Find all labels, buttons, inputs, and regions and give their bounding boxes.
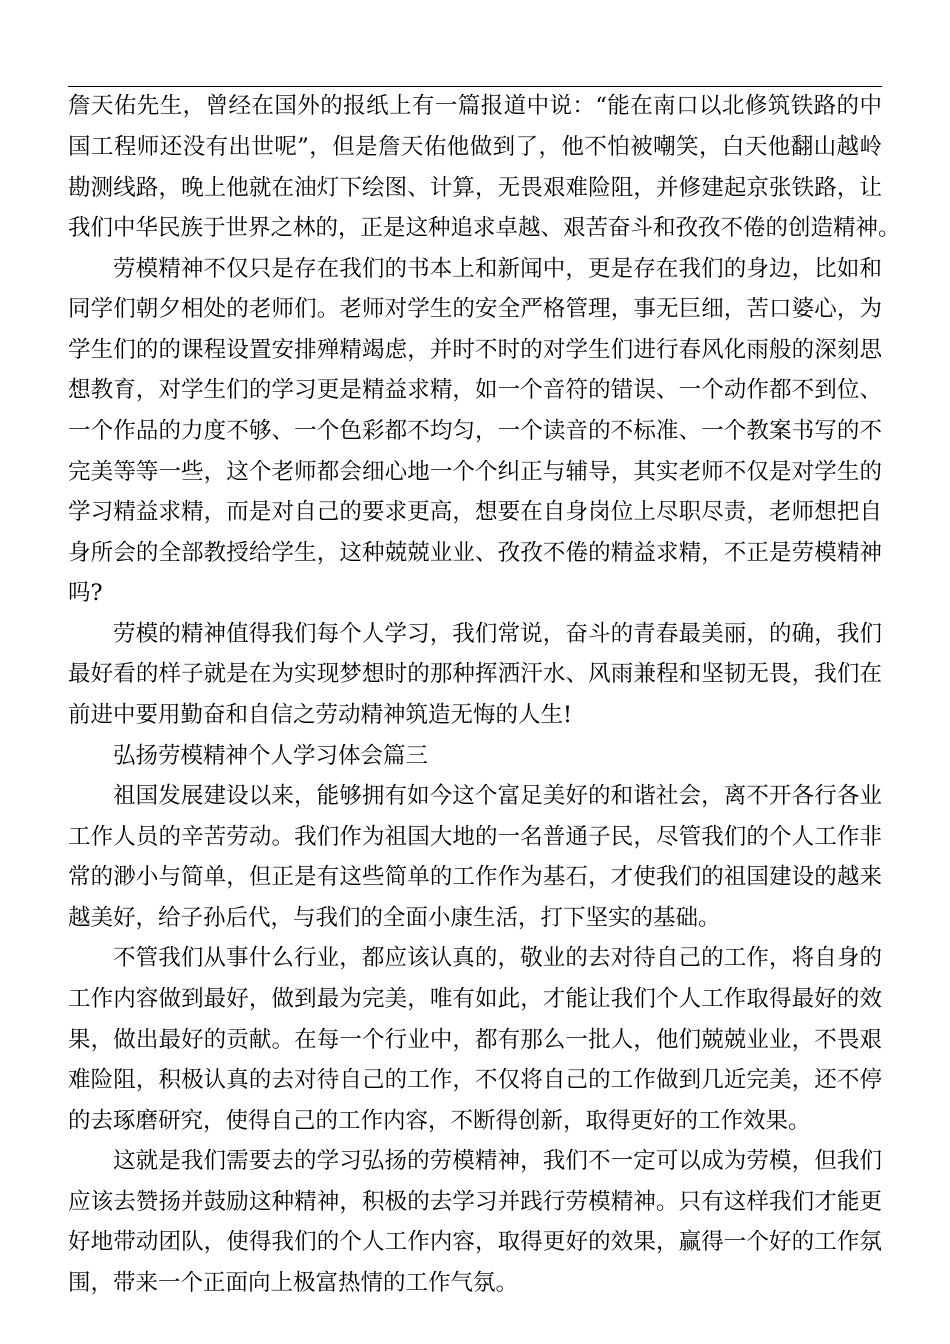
text-line: 勘测线路，晚上他就在油灯下绘图、计算，无畏艰难险阻，并修建起京张铁路，让 bbox=[68, 175, 882, 201]
text-line: 学习精益求精，而是对自己的要求更高，想要在自身岗位上尽职尽责，老师想把自 bbox=[68, 499, 882, 525]
text-line: 身所会的全部教授给学生，这种兢兢业业、孜孜不倦的精益求精，不正是劳模精神 bbox=[68, 540, 882, 566]
text-line: 越美好，给子孙后代，与我们的全面小康生活，打下坚实的基础。 bbox=[68, 905, 721, 931]
text-line: 想教育，对学生们的学习更是精益求精，如一个音符的错误、一个动作都不到位、 bbox=[68, 377, 882, 403]
text-line: 果，做出最好的贡献。在每一个行业中，都有那么一批人，他们兢兢业业，不畏艰 bbox=[68, 1027, 882, 1053]
text-line: 我们中华民族于世界之林的，正是这种追求卓越、艰苦奋斗和孜孜不倦的创造精神。 bbox=[68, 215, 901, 241]
section-heading: 弘扬劳模精神个人学习体会篇三 bbox=[113, 743, 429, 769]
text-line: 詹天佑先生，曾经在国外的报纸上有一篇报道中说：“能在南口以北修筑铁路的中 bbox=[68, 93, 882, 119]
text-line: 的去琢磨研究，使得自己的工作内容，不断得创新，取得更好的工作效果。 bbox=[68, 1108, 811, 1134]
paragraph-first-line: 不管我们从事什么行业，都应该认真的，敬业的去对待自己的工作，将自身的 bbox=[113, 945, 882, 971]
text-line: 前进中要用勤奋和自信之劳动精神筑造无悔的人生! bbox=[68, 702, 573, 728]
text-line: 一个作品的力度不够、一个色彩都不均匀，一个读音的不标准、一个教案书写的不 bbox=[68, 418, 882, 444]
text-line: 难险阻，积极认真的去对待自己的工作，不仅将自己的工作做到几近完美，还不停 bbox=[68, 1067, 882, 1093]
text-line: 完美等等一些，这个老师都会细心地一个个纠正与辅导，其实老师不仅是对学生的 bbox=[68, 459, 882, 485]
text-line: 国工程师还没有出世呢”，但是詹天佑他做到了，他不怕被嘲笑，白天他翻山越岭 bbox=[68, 134, 882, 160]
text-line: 好地带动团队，使得我们的个人工作内容，取得更好的效果，赢得一个好的工作氛 bbox=[68, 1229, 882, 1255]
text-line: 常的渺小与简单，但正是有这些简单的工作作为基石，才使我们的祖国建设的越来 bbox=[68, 864, 882, 890]
text-line: 最好看的样子就是在为实现梦想时的那种挥洒汗水、风雨兼程和坚韧无畏，我们在 bbox=[68, 661, 882, 687]
paragraph-first-line: 这就是我们需要去的学习弘扬的劳模精神，我们不一定可以成为劳模，但我们 bbox=[113, 1148, 882, 1174]
text-line: 工作人员的辛苦劳动。我们作为祖国大地的一名普通子民，尽管我们的个人工作非 bbox=[68, 824, 882, 850]
paragraph-first-line: 劳模精神不仅只是存在我们的书本上和新闻中，更是存在我们的身边，比如和 bbox=[113, 256, 882, 282]
text-line: 学生们的的课程设置安排殚精竭虑，并时不时的对学生们进行春风化雨般的深刻思 bbox=[68, 337, 882, 363]
text-line: 吗? bbox=[68, 580, 103, 606]
paragraph-first-line: 祖国发展建设以来，能够拥有如今这个富足美好的和谐社会，离不开各行各业 bbox=[113, 783, 882, 809]
text-line: 围，带来一个正面向上极富热情的工作气氛。 bbox=[68, 1270, 519, 1296]
text-line: 同学们朝夕相处的老师们。老师对学生的安全严格管理，事无巨细，苦口婆心，为 bbox=[68, 296, 882, 322]
text-line: 工作内容做到最好，做到最为完美，唯有如此，才能让我们个人工作取得最好的效 bbox=[68, 986, 882, 1012]
text-line: 应该去赞扬并鼓励这种精神，积极的去学习并践行劳模精神。只有这样我们才能更 bbox=[68, 1189, 882, 1215]
paragraph-first-line: 劳模的精神值得我们每个人学习，我们常说，奋斗的青春最美丽，的确，我们 bbox=[113, 621, 882, 647]
